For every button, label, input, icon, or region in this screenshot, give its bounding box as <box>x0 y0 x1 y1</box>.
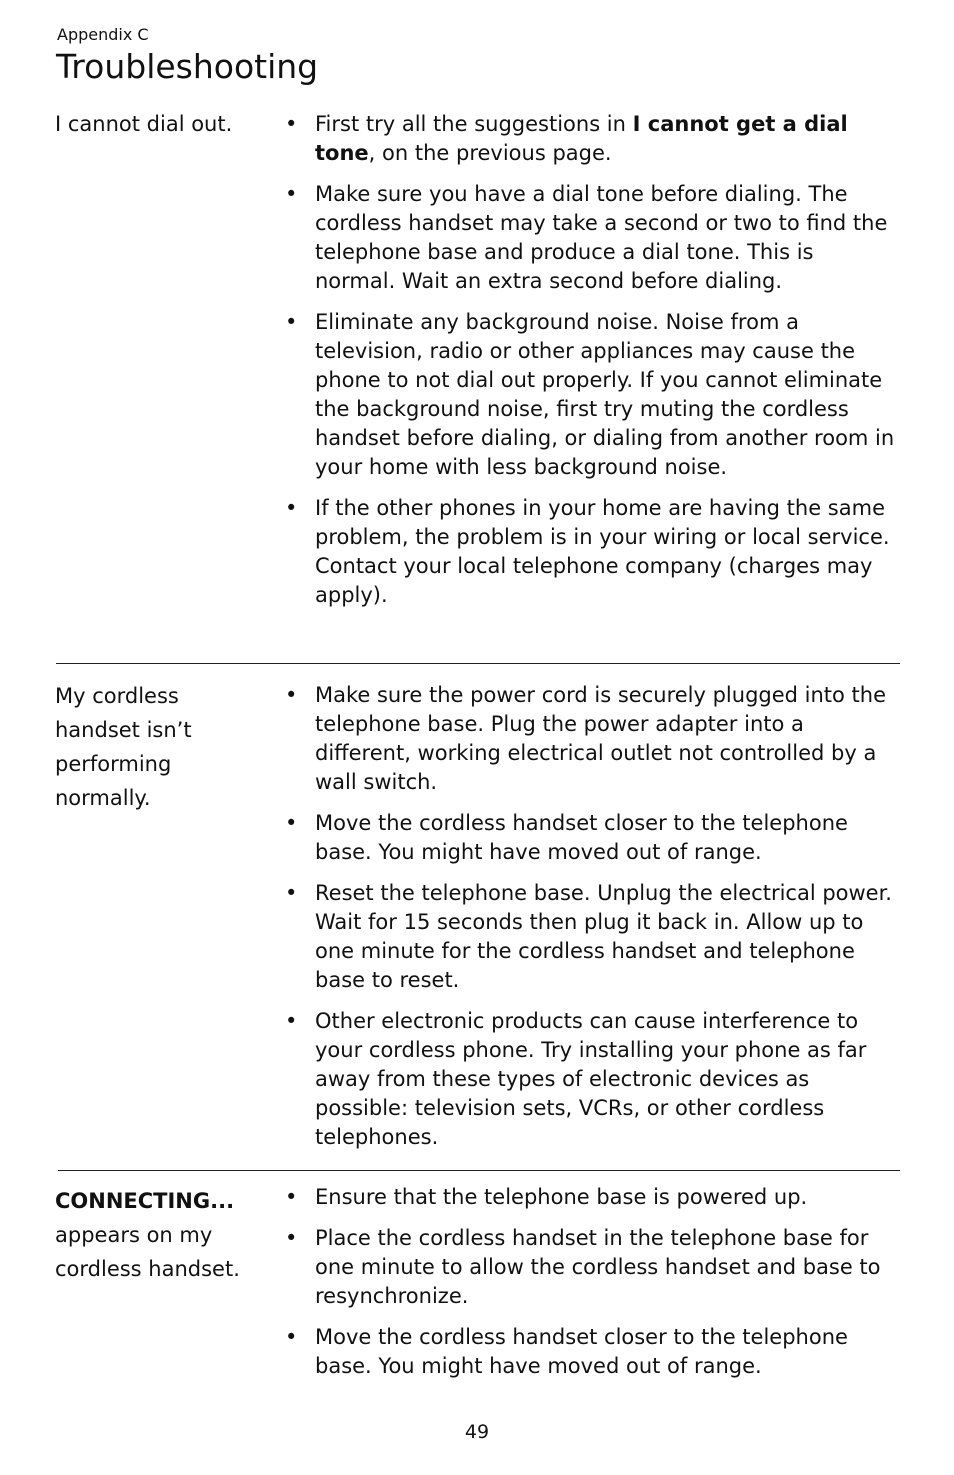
page-title: Troubleshooting <box>56 47 319 86</box>
solution-item: • Eliminate any background noise. Noise from a television, radio or other appliances may cause the phone to not dial out properly. If you cannot eliminate the background noise, first try muting the cordless handset before dialing, or dialing from another room in your home with less background noise. <box>285 308 897 482</box>
problem-label-handset-performance: My cordless handset isn’t performing normally. <box>55 684 192 810</box>
display-message: CONNECTING... <box>55 1189 235 1213</box>
section-divider <box>58 1170 900 1171</box>
solution-item: • Other electronic products can cause interference to your cordless phone. Try installing your phone as far away from these types of electronic devices as possible: television sets, VCRs, or other cordless telephones. <box>285 1007 897 1152</box>
solution-text: , on the previous page. <box>368 141 612 165</box>
solution-item: • Place the cordless handset in the telephone base for one minute to allow the cordless handset and base to resynchronize. <box>285 1224 897 1311</box>
solution-text: First try all the suggestions in <box>315 112 633 136</box>
solution-item: • Make sure the power cord is securely plugged into the telephone base. Plug the power adapter into a different, working electrical outlet not controlled by a wall switch. <box>285 681 897 797</box>
problem-label-dial-out: I cannot dial out. <box>55 112 233 136</box>
solution-item: • If the other phones in your home are having the same problem, the problem is in your wiring or local service. Contact your local telephone company (charges may apply). <box>285 494 897 610</box>
cross-reference: I cannot get a dial tone <box>315 112 848 165</box>
solution-item: • Move the cordless handset closer to the telephone base. You might have moved out of range. <box>285 809 897 867</box>
solution-list-dial-out <box>285 110 897 622</box>
solution-item: • Ensure that the telephone base is powered up. <box>285 1183 897 1212</box>
solution-item: • Reset the telephone base. Unplug the electrical power. Wait for 15 seconds then plug it back in. Allow up to one minute for the cordless handset and telephone base to reset. <box>285 879 897 995</box>
problem-label-connecting <box>55 1184 270 1286</box>
page-number: 49 <box>464 1421 490 1443</box>
appendix-label: Appendix C <box>57 25 149 44</box>
solution-item: • Make sure you have a dial tone before dialing. The cordless handset may take a second or two to find the telephone base and produce a dial tone. This is normal. Wait an extra second before dialing. <box>285 180 897 296</box>
problem-text: appears on my cordless handset. <box>55 1223 240 1281</box>
solution-list-handset-performance <box>285 681 897 1164</box>
solution-item <box>285 110 897 168</box>
solution-item: • Move the cordless handset closer to the telephone base. You might have moved out of range. <box>285 1323 897 1381</box>
section-divider <box>56 663 900 664</box>
solution-list-connecting <box>285 1183 897 1393</box>
